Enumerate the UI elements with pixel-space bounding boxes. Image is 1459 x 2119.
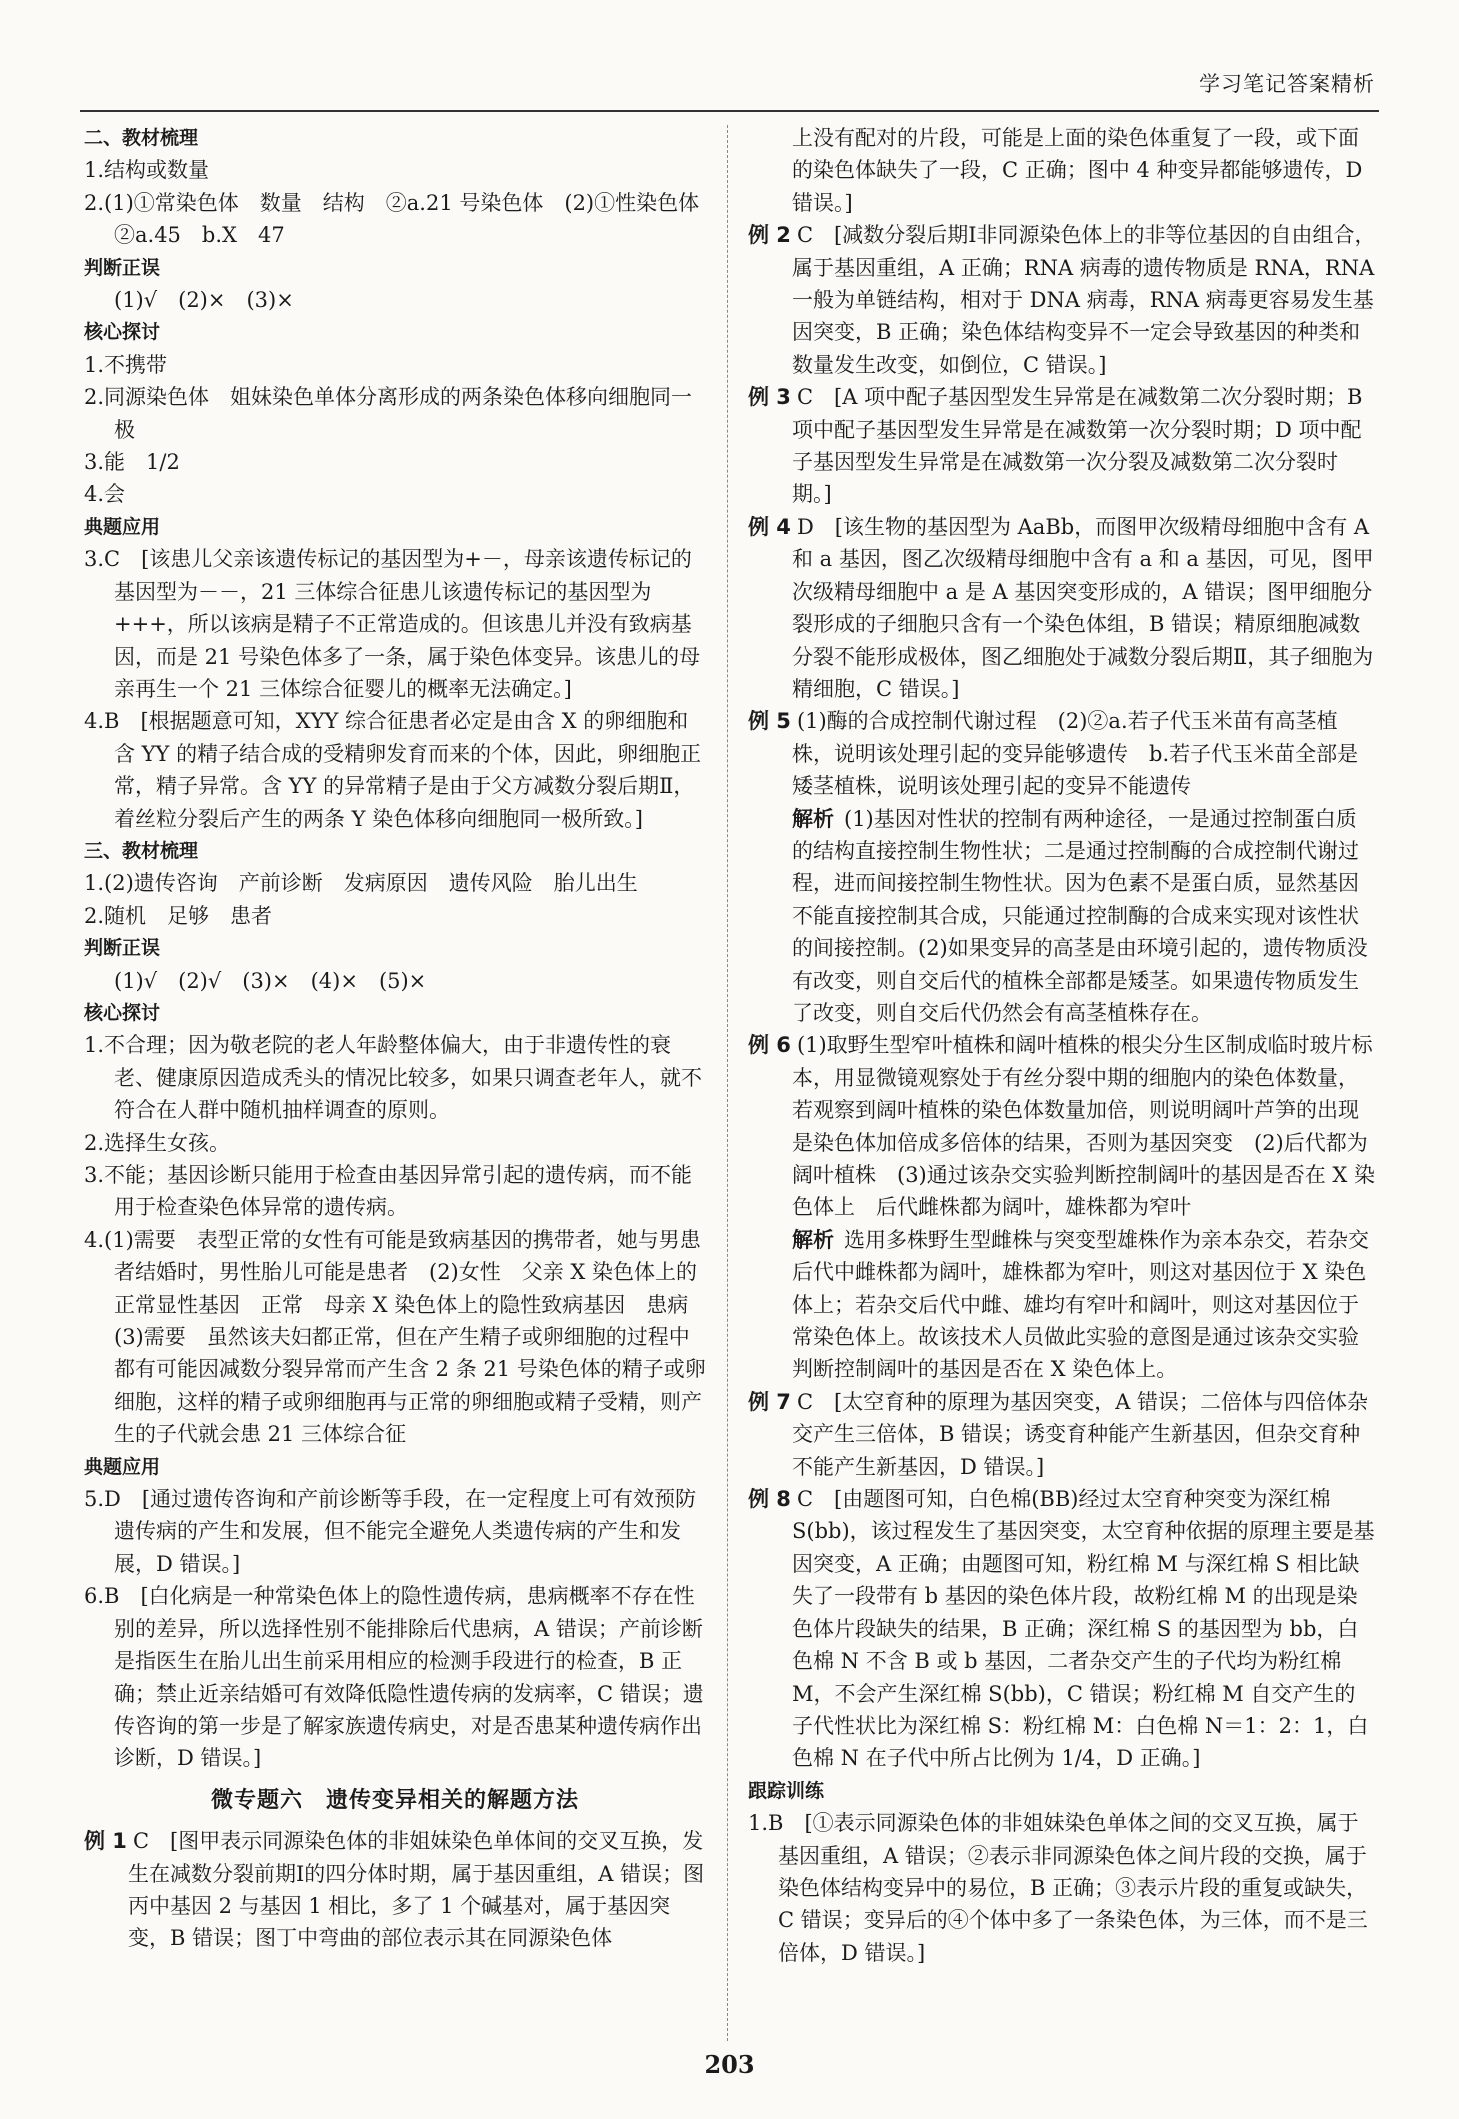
right-column xyxy=(748,122,1376,1969)
section-heading: 三、教材梳理 xyxy=(84,839,199,862)
answer-line: 2.随机 足够 患者 xyxy=(84,903,273,928)
example-text: C [图甲表示同源染色体的非姐妹染色单体间的交叉互换，发生在减数分裂前期Ⅰ的四分体时期，属于基因重组，A 错误；图丙中基因 2 与基因 1 相比，多了 1 个碱基对，属于基因突变，B 错误；图丁中弯曲的部位表示其在同源染色体 xyxy=(128,1829,705,1951)
section-heading: 典题应用 xyxy=(84,515,161,538)
answer-line: 3.能 1/2 xyxy=(84,450,180,475)
example-label: 例 1 xyxy=(84,1829,127,1854)
answer-line: 2.(1)①常染色体 数量 结构 ②a.21 号染色体 (2)①性染色体 ②a.45 b.X 47 xyxy=(84,190,721,248)
answer-line: 1.B [①表示同源染色体的非姐妹染色单体之间的交叉互换，属于基因重组，A 错误；②表示非同源染色体之间片段的交换，属于染色体结构变异中的易位，B 正确；③表示片段的重复或缺失，C 错误；变异后的④个体中多了一条染色体，为三体，而不是三倍体，D 错误。] xyxy=(748,1811,1368,1965)
section-heading: 典题应用 xyxy=(84,1455,161,1478)
left-column xyxy=(84,122,721,1955)
example-label: 例 4 xyxy=(748,514,791,539)
example-text: C [减数分裂后期Ⅰ非同源染色体上的非等位基因的自由组合，属于基因重组，A 正确；RNA 病毒的遗传物质是 RNA，RNA 一般为单链结构，相对于 DNA 病毒，RNA 病毒更容易发生基因突变，B 正确；染色体结构变异不一定会导致基因的种类和数量发生改变，如倒位，C 错误。] xyxy=(792,223,1376,377)
example-text: C [太空育种的原理为基因突变，A 错误；二倍体与四倍体杂交产生三倍体，B 错误；诱变育种能产生新基因，但杂交育种不能产生新基因，D 错误。] xyxy=(792,1389,1369,1479)
section-heading: 二、教材梳理 xyxy=(84,127,199,149)
section-heading: 判断正误 xyxy=(84,256,161,279)
answer-line: 4.(1)需要 表型正常的女性有可能是致病基因的携带者，她与男患者结婚时，男性胎儿可能是患者 (2)女性 父亲 X 染色体上的正常显性基因 正常 母亲 X 染色体上的隐性致病基因 患病 (3)需要 虽然该夫妇都正常，但在产生精子或卵细胞的过程中都有可能因减数分裂异常而产生含 2 条 21 号染色体的精子或卵细胞，这样的精子或卵细胞再与正常的卵细胞或精子受精，则产生的子代就会患 21 三体综合征 xyxy=(84,1227,710,1447)
example-text: (1)酶的合成控制代谢过程 (2)②a.若子代玉米苗有高茎植株，说明该处理引起的变异能够遗传 b.若子代玉米苗全部是矮茎植株，说明该处理引起的变异不能遗传 xyxy=(792,709,1359,799)
example-answer xyxy=(748,1029,1376,1223)
column-divider xyxy=(727,125,728,2041)
example-answer xyxy=(84,1825,706,1955)
continued-text xyxy=(748,122,1376,219)
analysis-label: 解析 xyxy=(792,806,834,831)
answer-line: 3.C [该患儿父亲该遗传标记的基因型为+－，母亲该遗传标记的基因型为－－，21 三体综合征患儿该遗传标记的基因型为+++，所以该病是精子不正常造成的。但该患儿并没有致病基因，而是 21 号染色体多了一条，属于染色体变异。该患儿的母亲再生一个 21 三体综合征婴儿的概率无法确定。] xyxy=(84,547,701,701)
example-answer xyxy=(748,511,1376,705)
example-text: D [该生物的基因型为 AaBb，而图甲次级精母细胞中含有 A 和 a 基因，图乙次级精母细胞中含有 a 和 a 基因，可见，图甲次级精母细胞中 a 是 A 基因突变形成的，A 错误；图甲细胞分裂形成的子细胞只含有一个染色体组，B 错误；精原细胞减数分裂不能形成极体，图乙细胞处于减数分裂后期Ⅱ，其子细胞为精细胞，C 错误。] xyxy=(792,514,1374,701)
section-heading: 判断正误 xyxy=(84,937,161,960)
answer-line: 4.会 xyxy=(84,482,126,507)
example-label: 例 3 xyxy=(748,385,791,410)
analysis-text: 上没有配对的片段，可能是上面的染色体重复了一段，或下面的染色体缺失了一段，C 正确；图中 4 种变异都能够遗传，D 错误。] xyxy=(792,126,1363,215)
analysis-label: 解析 xyxy=(792,1227,834,1252)
example-answer xyxy=(748,1386,1376,1483)
example-label: 例 8 xyxy=(748,1487,791,1512)
analysis-text: (1)基因对性状的控制有两种途径，一是通过控制蛋白质的结构直接控制生物性状；二是通过控制酶的合成控制代谢过程，进而间接控制生物性状。因为色素不是蛋白质，显然基因不能直接控制其合成，只能通过控制酶的合成来实现对该性状的间接控制。(2)如果变异的高茎是由环境引起的，遗传物质没有改变，则自交后代的植株全部都是矮茎。如果遗传物质发生了改变，则自交后代仍然会有高茎植株存在。 xyxy=(792,806,1368,1025)
answer-line: (1)√ (2)√ (3)× (4)× (5)× xyxy=(114,968,427,993)
answer-line: 2.同源染色体 姐妹染色单体分离形成的两条染色体移向细胞同一极 xyxy=(84,385,693,442)
section-heading: 跟踪训练 xyxy=(748,1779,825,1802)
example-answer xyxy=(748,381,1376,511)
answer-line: (1)√ (2)× (3)× xyxy=(114,288,294,313)
example-answer xyxy=(748,1483,1376,1775)
answer-line: 5.D [通过遗传咨询和产前诊断等手段，在一定程度上可有效预防遗传病的产生和发展，但不能完全避免人类遗传病的产生和发展，D 错误。] xyxy=(84,1487,697,1576)
answer-line: 1.不携带 xyxy=(84,352,168,377)
answer-line: 1.结构或数量 xyxy=(84,158,210,183)
example-text: (1)取野生型窄叶植株和阔叶植株的根尖分生区制成临时玻片标本，用显微镜观察处于有丝分裂中期的细胞内的染色体数量，若观察到阔叶植株的染色体数量加倍，则说明阔叶芦笋的出现是染色体加倍成多倍体的结果，否则为基因突变 (2)后代都为阔叶植株 (3)通过该杂交实验判断控制阔叶的基因是否在 X 染色体上 后代雌株都为阔叶，雄株都为窄叶 xyxy=(792,1033,1376,1220)
topic-title: 微专题六 遗传变异相关的解题方法 xyxy=(210,1787,579,1813)
running-header: 学习笔记答案精析 xyxy=(1199,72,1375,96)
answer-line: 2.选择生女孩。 xyxy=(84,1130,231,1155)
example-text: C [由题图可知，白色棉(BB)经过太空育种突变为深红棉 S(bb)，该过程发生了基因突变，太空育种依据的原理主要是基因突变，A 正确；由题图可知，粉红棉 M 与深红棉 S 相比缺失了一段带有 b 基因的染色体片段，故粉红棉 M 的出现是染色体片段缺失的结果，B 正确；深红棉 S 的基因型为 bb，白色棉 N 不含 B 或 b 基因，二者杂交产生的子代均为粉红棉 M，不会产生深红棉 S(bb)，C 错误；粉红棉 M 自交产生的子代性状比为深红棉 S：粉红棉 M：白色棉 N＝1：2：1，白色棉 N 在子代中所占比例为 1/4，D 正确。] xyxy=(792,1487,1375,1771)
example-label: 例 2 xyxy=(748,223,791,248)
example-label: 例 5 xyxy=(748,709,791,734)
answer-line: 1.不合理；因为敬老院的老人年龄整体偏大，由于非遗传性的衰老、健康原因造成秃头的情况比较多，如果只调查老年人，就不符合在人群中随机抽样调查的原则。 xyxy=(84,1033,702,1123)
example-answer xyxy=(748,219,1376,381)
section-heading: 核心探讨 xyxy=(84,321,161,344)
example-label: 例 7 xyxy=(748,1389,791,1414)
answer-line: 3.不能；基因诊断只能用于检查由基因异常引起的遗传病，而不能用于检查染色体异常的遗传病。 xyxy=(84,1163,693,1220)
answer-line: 4.B [根据题意可知，XYY 综合征患者必定是由含 X 的卵细胞和含 YY 的精子结合成的受精卵发育而来的个体，因此，卵细胞正常，精子异常。含 YY 的异常精子是由于父方减数分裂后期Ⅱ，着丝粒分裂后产生的两条 Y 染色体移向细胞同一极所致。] xyxy=(84,709,702,831)
answer-line: 1.(2)遗传咨询 产前诊断 发病原因 遗传风险 胎儿出生 xyxy=(84,871,638,896)
analysis-text: 选用多株野生型雌株与突变型雄株作为亲本杂交，若杂交后代中雌株都为阔叶，雄株都为窄叶，则这对基因位于 X 染色体上；若杂交后代中雌、雄均有窄叶和阔叶，则这对基因位于常染色体上。故该技术人员做此实验的意图是通过该杂交实验判断控制阔叶的基因是否在 X 染色体上。 xyxy=(792,1227,1369,1382)
section-heading: 核心探讨 xyxy=(84,1001,161,1024)
analysis-block xyxy=(748,803,1376,1030)
answer-line: 6.B [白化病是一种常染色体上的隐性遗传病，患病概率不存在性别的差异，所以选择性别不能排除后代患病，A 错误；产前诊断是指医生在胎儿出生前采用相应的检测手段进行的检查，B 正确；禁止近亲结婚可有效降低隐性遗传病的发病率，C 错误；遗传咨询的第一步是了解家族遗传病史，对是否患某种遗传病作出诊断，D 错误。] xyxy=(84,1584,704,1771)
example-label: 例 6 xyxy=(748,1033,791,1058)
page-number: 203 xyxy=(704,2050,755,2079)
example-answer xyxy=(748,705,1376,802)
example-text: C [A 项中配子基因型发生异常是在减数第二次分裂时期；B 项中配子基因型发生异常是在减数第一次分裂时期；D 项中配子基因型发生异常是在减数第一次分裂及减数第二次分裂时期。] xyxy=(792,385,1363,507)
header-rule xyxy=(80,110,1379,112)
analysis-block xyxy=(748,1224,1376,1386)
